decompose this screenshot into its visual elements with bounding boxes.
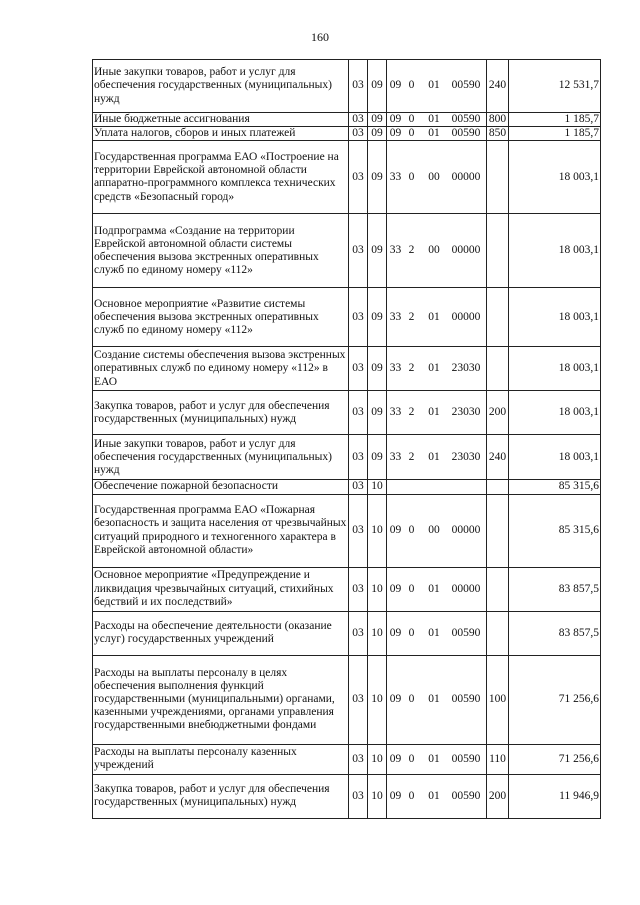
table-row	[93, 60, 601, 113]
section-code: 03	[349, 214, 368, 288]
amount: 11 946,9	[509, 774, 601, 818]
row-name: Расходы на выплаты персоналу казенных учреждений	[93, 744, 349, 774]
expense-type-code: 240	[487, 60, 509, 113]
section-code: 03	[349, 611, 368, 655]
program-code: 09	[389, 127, 402, 140]
subsection-code: 10	[368, 494, 387, 567]
expense-type-code	[487, 480, 509, 494]
amount: 12 531,7	[509, 60, 601, 113]
subprogram-code: 0	[408, 789, 415, 802]
section-code: 03	[349, 494, 368, 567]
event-code: 01	[428, 127, 440, 140]
program-code: 09	[389, 693, 402, 705]
table-row	[93, 611, 601, 655]
subprogram-code: 2	[408, 310, 415, 323]
subsection-code: 09	[368, 60, 387, 113]
amount: 18 003,1	[509, 435, 601, 480]
section-code: 03	[349, 347, 368, 391]
direction-code: 00000	[451, 582, 481, 595]
table-row	[93, 494, 601, 567]
program-code: 09	[389, 789, 402, 802]
subprogram-code: 0	[408, 79, 415, 92]
amount: 18 003,1	[509, 347, 601, 391]
subsection-code: 09	[368, 113, 387, 127]
section-code: 03	[349, 744, 368, 774]
section-code: 03	[349, 391, 368, 435]
expense-type-code: 850	[487, 127, 509, 141]
table-row	[93, 567, 601, 611]
subprogram-code: 2	[408, 450, 415, 463]
subsection-code: 10	[368, 774, 387, 818]
expense-type-code	[487, 567, 509, 611]
direction-code: 00590	[451, 113, 481, 125]
section-code: 03	[349, 60, 368, 113]
section-code: 03	[349, 288, 368, 347]
event-code: 00	[428, 524, 440, 536]
table-row	[93, 655, 601, 744]
row-name: Уплата налогов, сборов и иных платежей	[93, 127, 349, 141]
subsection-code: 10	[368, 655, 387, 744]
section-code: 03	[349, 141, 368, 214]
expense-type-code: 200	[487, 391, 509, 435]
expense-type-code: 100	[487, 655, 509, 744]
row-name: Государственная программа ЕАО «Пожарная безопасность и защита населения от чрезвычайных ситуаций природного и техногенного характера в Еврейской автономной области»	[93, 494, 349, 567]
section-code: 03	[349, 480, 368, 494]
expense-type-code: 200	[487, 774, 509, 818]
subprogram-code: 0	[408, 127, 415, 140]
row-name: Подпрограмма «Создание на территории Еврейской автономной области системы обеспечения вызова экстренных оперативных служб по единому номеру «112»	[93, 214, 349, 288]
target-article-code	[387, 655, 487, 744]
target-article-code	[387, 60, 487, 113]
table-row	[93, 480, 601, 494]
table-row	[93, 127, 601, 141]
subsection-code: 09	[368, 127, 387, 141]
subprogram-code: 2	[408, 362, 415, 375]
amount: 83 857,5	[509, 611, 601, 655]
amount: 71 256,6	[509, 744, 601, 774]
program-code: 33	[389, 244, 402, 257]
amount: 71 256,6	[509, 655, 601, 744]
section-code: 03	[349, 567, 368, 611]
event-code: 01	[428, 450, 440, 463]
subprogram-code: 0	[408, 626, 415, 639]
subprogram-code: 0	[408, 582, 415, 595]
subsection-code: 10	[368, 611, 387, 655]
target-article-code	[387, 435, 487, 480]
direction-code: 00000	[451, 524, 481, 536]
table-row	[93, 214, 601, 288]
table-row	[93, 744, 601, 774]
direction-code: 00590	[451, 789, 481, 802]
event-code: 01	[428, 752, 440, 765]
subprogram-code: 0	[408, 113, 415, 125]
expense-type-code	[487, 611, 509, 655]
subsection-code: 09	[368, 435, 387, 480]
direction-code: 23030	[451, 362, 481, 375]
event-code: 01	[428, 310, 440, 323]
program-code: 33	[389, 170, 402, 183]
target-article-code	[387, 567, 487, 611]
amount: 1 185,7	[509, 113, 601, 127]
row-name: Закупка товаров, работ и услуг для обеспечения государственных (муниципальных) нужд	[93, 391, 349, 435]
program-code: 09	[389, 524, 402, 536]
event-code: 00	[428, 170, 440, 183]
target-article-code	[387, 214, 487, 288]
direction-code: 00590	[451, 127, 481, 140]
subsection-code: 10	[368, 744, 387, 774]
direction-code: 00590	[451, 752, 481, 765]
row-name: Иные закупки товаров, работ и услуг для обеспечения государственных (муниципальных) нужд	[93, 435, 349, 480]
target-article-code	[387, 141, 487, 214]
program-code: 33	[389, 406, 402, 419]
event-code: 01	[428, 79, 440, 92]
event-code: 01	[428, 406, 440, 419]
subprogram-code: 0	[408, 693, 415, 705]
row-name: Основное мероприятие «Предупреждение и ликвидация чрезвычайных ситуаций, стихийных бедствий и их последствий»	[93, 567, 349, 611]
expense-type-code	[487, 288, 509, 347]
target-article-code	[387, 774, 487, 818]
event-code: 01	[428, 362, 440, 375]
program-code: 33	[389, 310, 402, 323]
subsection-code: 09	[368, 347, 387, 391]
amount: 85 315,6	[509, 494, 601, 567]
section-code: 03	[349, 435, 368, 480]
expense-type-code: 800	[487, 113, 509, 127]
direction-code: 00590	[451, 693, 481, 705]
subprogram-code: 0	[408, 170, 415, 183]
event-code: 01	[428, 693, 440, 705]
amount: 85 315,6	[509, 480, 601, 494]
table-row	[93, 435, 601, 480]
subsection-code: 09	[368, 214, 387, 288]
target-article-code	[387, 127, 487, 141]
event-code: 00	[428, 244, 440, 257]
direction-code: 00000	[451, 170, 481, 183]
table-row	[93, 288, 601, 347]
table-row	[93, 113, 601, 127]
program-code: 33	[389, 450, 402, 463]
program-code: 09	[389, 113, 402, 125]
row-name: Иные бюджетные ассигнования	[93, 113, 349, 127]
table-row	[93, 774, 601, 818]
amount: 18 003,1	[509, 391, 601, 435]
amount: 1 185,7	[509, 127, 601, 141]
expense-type-code	[487, 214, 509, 288]
direction-code: 00590	[451, 79, 481, 92]
direction-code: 00590	[451, 626, 481, 639]
row-name: Обеспечение пожарной безопасности	[93, 480, 349, 494]
target-article-code	[387, 480, 487, 494]
subsection-code: 10	[368, 480, 387, 494]
subprogram-code: 0	[408, 752, 415, 765]
subprogram-code: 0	[408, 524, 415, 536]
event-code: 01	[428, 626, 440, 639]
budget-table	[92, 59, 601, 819]
table-row	[93, 391, 601, 435]
subprogram-code: 2	[408, 244, 415, 257]
target-article-code	[387, 611, 487, 655]
amount: 18 003,1	[509, 288, 601, 347]
amount: 83 857,5	[509, 567, 601, 611]
row-name: Государственная программа ЕАО «Построение на территории Еврейской автономной области аппаратно-программного комплекса технических средств «Безопасный город»	[93, 141, 349, 214]
subsection-code: 09	[368, 141, 387, 214]
section-code: 03	[349, 774, 368, 818]
event-code: 01	[428, 789, 440, 802]
expense-type-code	[487, 347, 509, 391]
section-code: 03	[349, 113, 368, 127]
expense-type-code	[487, 494, 509, 567]
expense-type-code	[487, 141, 509, 214]
row-name: Расходы на выплаты персоналу в целях обеспечения выполнения функций государственными (муниципальными) органами, казенными учреждениями, органами управления государственными внебюджетными фондами	[93, 655, 349, 744]
program-code: 09	[389, 626, 402, 639]
expense-type-code: 110	[487, 744, 509, 774]
event-code: 01	[428, 113, 440, 125]
target-article-code	[387, 113, 487, 127]
section-code: 03	[349, 127, 368, 141]
target-article-code	[387, 288, 487, 347]
section-code: 03	[349, 655, 368, 744]
target-article-code	[387, 391, 487, 435]
direction-code: 00000	[451, 244, 481, 257]
direction-code: 23030	[451, 450, 481, 463]
target-article-code	[387, 347, 487, 391]
program-code: 33	[389, 362, 402, 375]
row-name: Закупка товаров, работ и услуг для обеспечения государственных (муниципальных) нужд	[93, 774, 349, 818]
direction-code: 00000	[451, 310, 481, 323]
table-row	[93, 347, 601, 391]
expense-type-code: 240	[487, 435, 509, 480]
subprogram-code: 2	[408, 406, 415, 419]
program-code: 09	[389, 752, 402, 765]
direction-code: 23030	[451, 406, 481, 419]
subsection-code: 09	[368, 391, 387, 435]
amount: 18 003,1	[509, 141, 601, 214]
row-name: Основное мероприятие «Развитие системы обеспечения вызова экстренных оперативных служб по единому номеру «112»	[93, 288, 349, 347]
target-article-code	[387, 494, 487, 567]
program-code: 09	[389, 79, 402, 92]
row-name: Создание системы обеспечения вызова экстренных оперативных служб по единому номеру «112» в ЕАО	[93, 347, 349, 391]
subsection-code: 10	[368, 567, 387, 611]
amount: 18 003,1	[509, 214, 601, 288]
row-name: Иные закупки товаров, работ и услуг для обеспечения государственных (муниципальных) нужд	[93, 60, 349, 113]
page-number: 160	[311, 30, 329, 44]
subsection-code: 09	[368, 288, 387, 347]
table-row	[93, 141, 601, 214]
target-article-code	[387, 744, 487, 774]
program-code: 09	[389, 582, 402, 595]
row-name: Расходы на обеспечение деятельности (оказание услуг) государственных учреждений	[93, 611, 349, 655]
event-code: 01	[428, 582, 440, 595]
